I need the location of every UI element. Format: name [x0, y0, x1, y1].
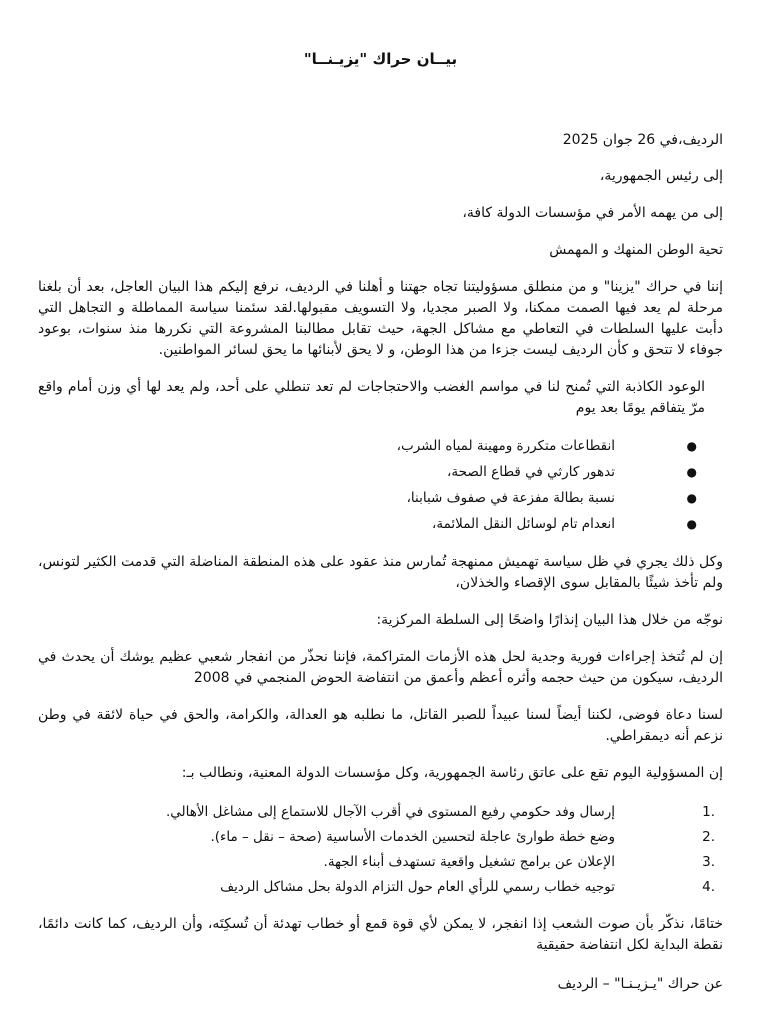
- list-item-text: وضع خطة طوارئ عاجلة لتحسين الخدمات الأساسية (صحة – نقل – ماء).: [210, 829, 615, 845]
- paragraph-closing: ختامًا، نذكّر بأن صوت الشعب إذا انفجر، لا يمكن لأي قوة قمع أو خطاب تهدئة أن تُسكِتَه، وأن الرديف، كما كانت دائمًا، نقطة البداية لكل انتفاضة حقيقية: [38, 916, 723, 953]
- bullet-icon: ●: [686, 465, 697, 479]
- list-item-number: 3.: [702, 854, 715, 870]
- addressee-president: إلى رئيس الجمهورية،: [599, 168, 723, 184]
- bullet-icon: ●: [686, 439, 697, 453]
- greeting-line: تحية الوطن المنهك و المهمش: [549, 242, 723, 258]
- list-item: [38, 850, 715, 875]
- list-item: [38, 825, 715, 850]
- list-item-number: 1.: [702, 804, 715, 820]
- paragraph-marginalization: وكل ذلك يجري في ظل سياسة تهميش ممنهجة تُمارس منذ عقود على هذه المنطقة المناضلة التي قدمت الكثير لتونس، ولم تأخذ شيئًا بالمقابل سوى الإقصاء والخذلان،: [38, 554, 723, 591]
- list-item-number: 2.: [702, 829, 715, 845]
- paragraph-intro: إننا في حراك "يزينا" و من منطلق مسؤوليتنا تجاه جهتنا و أهلنا في الرديف، نرفع إليكم هذا البيان العاجل، بعد أن بلغنا مرحلة لم يعد فيها الصمت ممكنا، ولا الصبر مجديا، ولا التسويف مقبولها.لقد سئمنا سياسة المماطلة و التجاهل التي دأبت عليها السلطات في التعاطي مع مشاكل الجهة، حيث تقابل مطالبنا المشروعة التي نكررها منذ سنوات، بوعود جوفاء لا تتحق و كأن الرديف ليست جزءا من هذا الوطن، و لا يحق لأبنائها ما يحق لسائر المواطنين.: [38, 279, 723, 358]
- list-item: [38, 459, 697, 485]
- list-item-number: 4.: [702, 879, 715, 895]
- document-title: بيــان حراك "يزيـنــا": [303, 50, 458, 68]
- addressee-institutions: إلى من يهمه الأمر في مؤسسات الدولة كافة،: [462, 205, 723, 221]
- grievances-list: [38, 433, 723, 537]
- paragraph-dignity: لسنا دعاة فوضى، لكننا أيضاً لسنا عبيداً للصبر القاتل، ما نطلبه هو العدالة، والكرامة، والحق في حياة لائقة في وطن نزعم أنه ديمقراطي.: [38, 707, 723, 744]
- list-item-text: الإعلان عن برامج تشغيل واقعية تستهدف أبناء الجهة.: [323, 854, 615, 870]
- bullet-icon: ●: [686, 491, 697, 505]
- paragraph-false-promises: الوعود الكاذبة التي تُمنح لنا في مواسم الغضب والاحتجاجات لم تعد تنطلي على أحد، ولم يعد لها أي وزن أمام واقع مرّ يتفاقم يومًا بعد يوم: [38, 379, 705, 416]
- list-item-text: انقطاعات متكررة ومهينة لمياه الشرب،: [396, 438, 615, 454]
- list-item-text: تدهور كارثي في قطاع الصحة،: [447, 464, 615, 480]
- list-item: [38, 800, 715, 825]
- paragraph-warning: إن لم تُتخذ إجراءات فورية وجدية لحل هذه الأزمات المتراكمة، فإننا نحذّر من انفجار شعبي عظيم يوشك أن يحدث في الرديف، سيكون من حيث حجمه وأثره أعظم وأعمق من انتفاضة الحوض المنجمي في 2008: [38, 649, 723, 686]
- bullet-icon: ●: [686, 517, 697, 531]
- paragraph-warning-intro: نوجّه من خلال هذا البيان إنذارًا واضحًا إلى السلطة المركزية:: [376, 612, 723, 628]
- signature-line: عن حراك "يـزيـنـا" – الرديف: [557, 976, 723, 992]
- list-item: [38, 485, 697, 511]
- list-item: [38, 875, 715, 900]
- date-line: الرديف،في 26 جوان 2025: [562, 132, 723, 148]
- paragraph-responsibility: إن المسؤولية اليوم تقع على عاتق رئاسة الجمهورية، وكل مؤسسات الدولة المعنية، ونطالب بـ:: [181, 765, 723, 781]
- list-item: [38, 433, 697, 459]
- list-item: [38, 511, 697, 537]
- demands-list: [38, 800, 723, 900]
- list-item-text: انعدام تام لوسائل النقل الملائمة،: [432, 516, 615, 532]
- list-item-text: توجيه خطاب رسمي للرأي العام حول التزام الدولة بحل مشاكل الرديف: [220, 879, 615, 895]
- list-item-text: إرسال وفد حكومي رفيع المستوى في أقرب الآجال للاستماع إلى مشاغل الأهالي.: [165, 804, 615, 820]
- list-item-text: نسبة بطالة مفزعة في صفوف شبابنا،: [406, 490, 615, 506]
